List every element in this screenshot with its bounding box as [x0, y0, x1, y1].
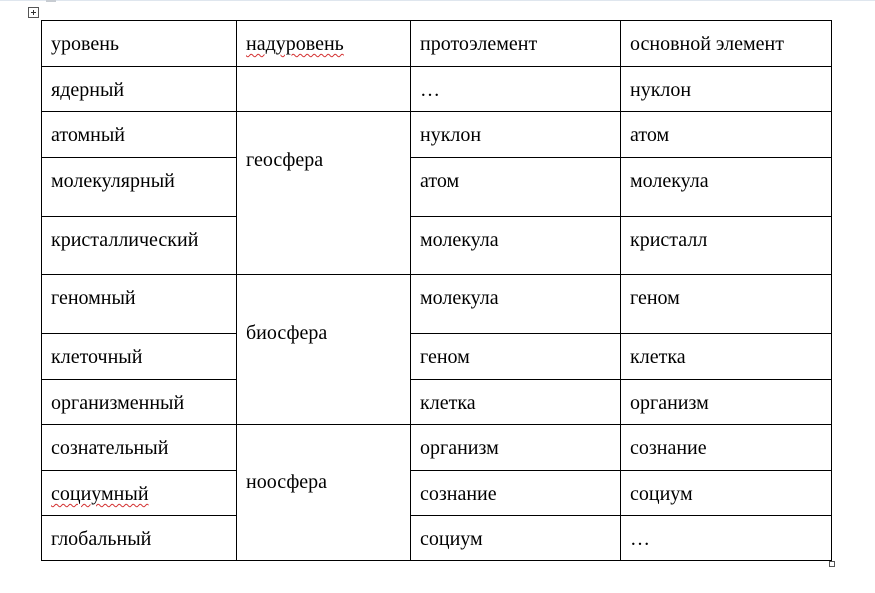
cell-main-element[interactable]: нуклон [621, 67, 832, 112]
table-row [42, 471, 832, 516]
table-row [42, 158, 832, 217]
cell-superlevel[interactable] [237, 425, 411, 561]
table-row [42, 425, 832, 471]
superlevel-label: ноосфера [246, 471, 328, 493]
table-header-row [42, 21, 832, 67]
cell-level[interactable]: социумный [42, 471, 237, 516]
cell-level[interactable]: кристаллический [42, 217, 237, 275]
table-row [42, 112, 832, 158]
table-row [42, 67, 832, 112]
header-cell-protoelement[interactable]: протоэлемент [411, 21, 621, 67]
header-cell-superlevel[interactable]: надуровень [237, 21, 411, 67]
cell-protoelement[interactable]: … [411, 67, 621, 112]
levels-table [41, 20, 832, 561]
cell-protoelement[interactable]: атом [411, 158, 621, 217]
cell-superlevel[interactable] [237, 67, 411, 112]
cell-protoelement[interactable]: молекула [411, 217, 621, 275]
cell-protoelement[interactable]: клетка [411, 380, 621, 425]
superlevel-label: биосфера [246, 322, 328, 344]
cell-main-element[interactable]: … [621, 516, 832, 561]
cell-protoelement[interactable]: организм [411, 425, 621, 471]
cell-level[interactable]: ядерный [42, 67, 237, 112]
ruler-line [0, 0, 875, 1]
cell-main-element[interactable]: клетка [621, 334, 832, 380]
cell-level[interactable]: клеточный [42, 334, 237, 380]
superlevel-label: геосфера [246, 149, 324, 171]
cell-main-element[interactable]: атом [621, 112, 832, 158]
cell-main-element[interactable]: молекула [621, 158, 832, 217]
cell-main-element[interactable]: сознание [621, 425, 832, 471]
header-cell-main-element[interactable]: основной элемент [621, 21, 832, 67]
cell-level[interactable]: сознательный [42, 425, 237, 471]
cell-level[interactable]: организменный [42, 380, 237, 425]
table-row [42, 516, 832, 561]
table-move-handle-icon[interactable] [28, 7, 39, 18]
cell-protoelement[interactable]: нуклон [411, 112, 621, 158]
table-row [42, 334, 832, 380]
table-resize-handle-icon[interactable] [829, 561, 835, 567]
table-row [42, 380, 832, 425]
cell-protoelement[interactable]: сознание [411, 471, 621, 516]
cell-main-element[interactable]: геном [621, 275, 832, 334]
cell-superlevel[interactable] [237, 112, 411, 275]
cell-protoelement[interactable]: социум [411, 516, 621, 561]
cell-main-element[interactable]: организм [621, 380, 832, 425]
cell-main-element[interactable]: социум [621, 471, 832, 516]
ruler-marker [46, 0, 56, 2]
table-row [42, 217, 832, 275]
cell-protoelement[interactable]: геном [411, 334, 621, 380]
cell-superlevel[interactable] [237, 275, 411, 425]
cell-level[interactable]: атомный [42, 112, 237, 158]
cell-level[interactable]: глобальный [42, 516, 237, 561]
cell-level[interactable]: геномный [42, 275, 237, 334]
header-cell-level[interactable]: уровень [42, 21, 237, 67]
cell-main-element[interactable]: кристалл [621, 217, 832, 275]
cell-protoelement[interactable]: молекула [411, 275, 621, 334]
cell-level[interactable]: молекулярный [42, 158, 237, 217]
table-row [42, 275, 832, 334]
